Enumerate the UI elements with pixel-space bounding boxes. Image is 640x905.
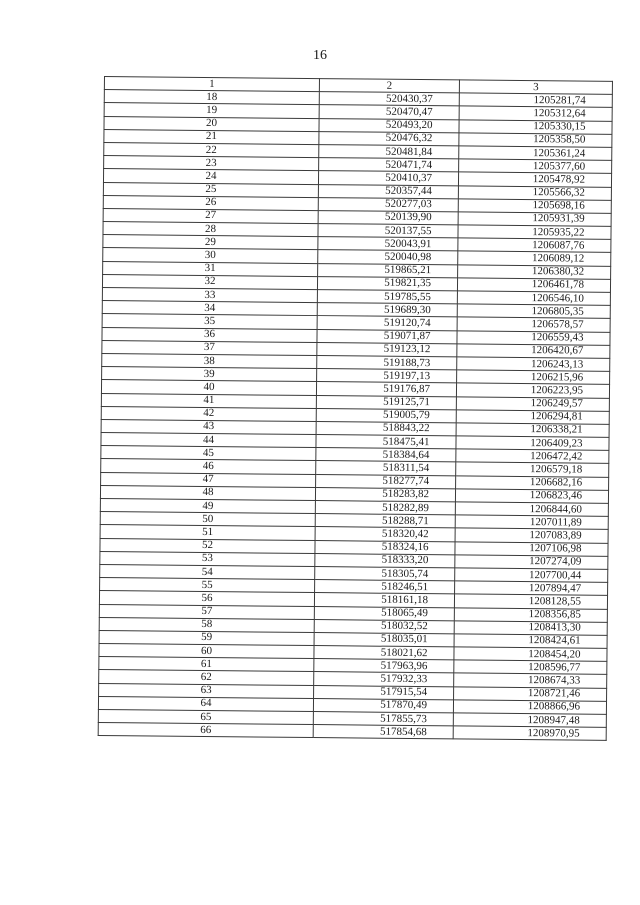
coordinate-y-cell: 1206682,16: [456, 476, 609, 491]
coordinate-y-cell: 1205358,50: [459, 133, 612, 148]
coordinate-x-cell: 520137,55: [318, 224, 458, 239]
coordinate-y-cell: 1206089,12: [458, 251, 611, 266]
coordinate-x-cell: 518311,54: [316, 461, 456, 476]
coordinate-x-cell: 520410,37: [318, 171, 458, 186]
coordinate-x-cell: 517932,33: [314, 672, 454, 687]
coordinate-x-cell: 518021,62: [314, 646, 454, 661]
point-number-cell: 35: [102, 314, 317, 329]
coordinate-x-cell: 517963,96: [314, 659, 454, 674]
coordinate-y-cell: 1206546,10: [457, 291, 610, 306]
point-number-cell: 29: [103, 235, 318, 250]
coordinate-y-cell: 1208674,33: [454, 673, 607, 688]
point-number-cell: 40: [101, 380, 316, 395]
point-number-cell: 22: [104, 142, 319, 157]
coordinate-x-cell: 518035,01: [314, 632, 454, 647]
coordinate-y-cell: 1208356,85: [454, 607, 607, 622]
point-number-cell: 31: [103, 261, 318, 276]
coordinate-y-cell: 1207106,98: [455, 541, 608, 556]
point-number-cell: 20: [104, 116, 319, 131]
column-header-3: 3: [459, 80, 612, 95]
point-number-cell: 19: [104, 103, 319, 118]
coordinate-x-cell: 519176,87: [316, 382, 456, 397]
coordinate-y-cell: 1206243,13: [457, 357, 610, 372]
point-number-cell: 49: [100, 498, 315, 513]
coordinate-y-cell: 1205330,15: [459, 119, 612, 134]
coordinate-x-cell: 519123,12: [317, 342, 457, 357]
coordinate-x-cell: 518161,18: [314, 593, 454, 608]
coordinate-x-cell: 520040,98: [318, 250, 458, 265]
point-number-cell: 26: [103, 195, 318, 210]
point-number-cell: 37: [102, 340, 317, 355]
coordinate-x-cell: 520471,74: [319, 158, 459, 173]
coordinate-x-cell: 518305,74: [315, 566, 455, 581]
point-number-cell: 66: [98, 723, 313, 738]
coordinate-x-cell: 518333,20: [315, 553, 455, 568]
point-number-cell: 53: [100, 551, 315, 566]
coordinate-y-cell: 1208413,30: [454, 621, 607, 636]
coordinate-y-cell: 1206338,21: [456, 423, 609, 438]
point-number-cell: 63: [99, 683, 314, 698]
coordinate-x-cell: 520470,47: [319, 105, 459, 120]
coordinate-y-cell: 1207011,89: [455, 515, 608, 530]
point-number-cell: 21: [104, 129, 319, 144]
coordinate-y-cell: 1205566,32: [458, 185, 611, 200]
coordinate-x-cell: 519197,13: [317, 369, 457, 384]
point-number-cell: 34: [102, 301, 317, 316]
coordinate-x-cell: 519125,71: [316, 395, 456, 410]
coordinate-x-cell: 518384,64: [316, 448, 456, 463]
coordinate-x-cell: 518320,42: [315, 527, 455, 542]
coordinates-table-wrapper: [98, 76, 612, 741]
coordinate-x-cell: 519120,74: [317, 316, 457, 331]
coordinate-x-cell: 518288,71: [315, 514, 455, 529]
coordinate-y-cell: 1206215,96: [457, 370, 610, 385]
coordinate-y-cell: 1206420,67: [457, 344, 610, 359]
coordinate-x-cell: 520481,84: [319, 145, 459, 160]
point-number-cell: 33: [102, 287, 317, 302]
point-number-cell: 50: [100, 512, 315, 527]
coordinate-y-cell: 1206461,78: [457, 278, 610, 293]
coordinate-y-cell: 1206472,42: [456, 449, 609, 464]
coordinate-y-cell: 1206823,46: [455, 489, 608, 504]
coordinate-y-cell: 1208970,95: [453, 726, 606, 741]
point-number-cell: 56: [99, 591, 314, 606]
coordinate-y-cell: 1208866,96: [453, 700, 606, 715]
coordinate-y-cell: 1206409,23: [456, 436, 609, 451]
coordinate-y-cell: 1205281,74: [459, 93, 612, 108]
point-number-cell: 39: [102, 367, 317, 382]
coordinate-x-cell: 518277,74: [316, 474, 456, 489]
coordinate-y-cell: 1206559,43: [457, 330, 610, 345]
coordinate-y-cell: 1205478,92: [458, 172, 611, 187]
point-number-cell: 30: [103, 248, 318, 263]
coordinate-x-cell: 518475,41: [316, 435, 456, 450]
point-number-cell: 54: [100, 564, 315, 579]
coordinate-x-cell: 520430,37: [319, 92, 459, 107]
coordinate-y-cell: 1208721,46: [454, 687, 607, 702]
point-number-cell: 24: [103, 169, 318, 184]
page-number: 16: [313, 48, 327, 63]
coordinate-x-cell: 520476,32: [319, 131, 459, 146]
coordinate-y-cell: 1205377,60: [459, 159, 612, 174]
coordinate-y-cell: 1206223,95: [456, 383, 609, 398]
coordinate-y-cell: 1206380,32: [458, 265, 611, 280]
coordinate-x-cell: 518032,52: [314, 619, 454, 634]
point-number-cell: 18: [104, 90, 319, 105]
coordinate-x-cell: 517870,49: [313, 698, 453, 713]
point-number-cell: 57: [99, 604, 314, 619]
point-number-cell: 44: [101, 433, 316, 448]
point-number-cell: 27: [103, 208, 318, 223]
coordinate-y-cell: 1206579,18: [456, 462, 609, 477]
coordinate-x-cell: 518246,51: [315, 580, 455, 595]
point-number-cell: 43: [101, 419, 316, 434]
point-number-cell: 38: [102, 353, 317, 368]
point-number-cell: 32: [102, 274, 317, 289]
point-number-cell: 36: [102, 327, 317, 342]
coordinate-x-cell: 519821,35: [317, 276, 457, 291]
point-number-cell: 59: [99, 630, 314, 645]
point-number-cell: 61: [99, 657, 314, 672]
coordinate-x-cell: 520493,20: [319, 118, 459, 133]
coordinates-table: [98, 76, 613, 741]
coordinate-x-cell: 517854,68: [313, 725, 453, 740]
coordinate-y-cell: 1206578,57: [457, 317, 610, 332]
coordinate-y-cell: 1208128,55: [454, 594, 607, 609]
coordinate-y-cell: 1207894,47: [455, 581, 608, 596]
coordinate-x-cell: 518324,16: [315, 540, 455, 555]
coordinate-y-cell: 1208454,20: [454, 647, 607, 662]
point-number-cell: 46: [101, 459, 316, 474]
coordinate-x-cell: 520043,91: [318, 237, 458, 252]
coordinate-y-cell: 1205931,39: [458, 212, 611, 227]
coordinate-x-cell: 520277,03: [318, 197, 458, 212]
point-number-cell: 52: [100, 538, 315, 553]
coordinate-y-cell: 1207274,09: [455, 555, 608, 570]
column-header-2: 2: [319, 79, 459, 94]
column-header-1: 1: [104, 77, 319, 92]
coordinate-y-cell: 1208596,77: [454, 660, 607, 675]
point-number-cell: 28: [103, 222, 318, 237]
coordinate-y-cell: 1208424,61: [454, 634, 607, 649]
coordinate-x-cell: 517855,73: [313, 712, 453, 727]
coordinate-x-cell: 518065,49: [314, 606, 454, 621]
table-body: [98, 90, 612, 741]
point-number-cell: 58: [99, 617, 314, 632]
coordinate-x-cell: 517915,54: [314, 685, 454, 700]
coordinate-y-cell: 1207700,44: [455, 568, 608, 583]
coordinate-y-cell: 1207083,89: [455, 528, 608, 543]
coordinate-x-cell: 518282,89: [315, 501, 455, 516]
point-number-cell: 42: [101, 406, 316, 421]
point-number-cell: 23: [104, 156, 319, 171]
coordinate-x-cell: 520357,44: [318, 184, 458, 199]
point-number-cell: 60: [99, 644, 314, 659]
point-number-cell: 47: [101, 472, 316, 487]
point-number-cell: 41: [101, 393, 316, 408]
coordinate-y-cell: 1205698,16: [458, 199, 611, 214]
coordinate-y-cell: 1205935,22: [458, 225, 611, 240]
coordinate-y-cell: 1206087,76: [458, 238, 611, 253]
point-number-cell: 48: [100, 485, 315, 500]
coordinate-y-cell: 1205312,64: [459, 106, 612, 121]
coordinate-y-cell: 1206844,60: [455, 502, 608, 517]
point-number-cell: 64: [98, 696, 313, 711]
coordinate-x-cell: 520139,90: [318, 210, 458, 225]
coordinate-y-cell: 1208947,48: [453, 713, 606, 728]
point-number-cell: 65: [98, 709, 313, 724]
coordinate-x-cell: 519865,21: [318, 263, 458, 278]
point-number-cell: 45: [101, 446, 316, 461]
coordinate-x-cell: 518283,82: [315, 487, 455, 502]
point-number-cell: 25: [103, 182, 318, 197]
coordinate-x-cell: 519785,55: [317, 290, 457, 305]
coordinate-x-cell: 519188,73: [317, 355, 457, 370]
coordinate-x-cell: 519689,30: [317, 303, 457, 318]
coordinate-y-cell: 1206805,35: [457, 304, 610, 319]
coordinate-x-cell: 518843,22: [316, 421, 456, 436]
coordinate-y-cell: 1205361,24: [459, 146, 612, 161]
point-number-cell: 55: [100, 578, 315, 593]
coordinate-x-cell: 519071,87: [317, 329, 457, 344]
point-number-cell: 62: [99, 670, 314, 685]
coordinate-y-cell: 1206249,57: [456, 396, 609, 411]
coordinate-y-cell: 1206294,81: [456, 410, 609, 425]
point-number-cell: 51: [100, 525, 315, 540]
coordinate-x-cell: 519005,79: [316, 408, 456, 423]
